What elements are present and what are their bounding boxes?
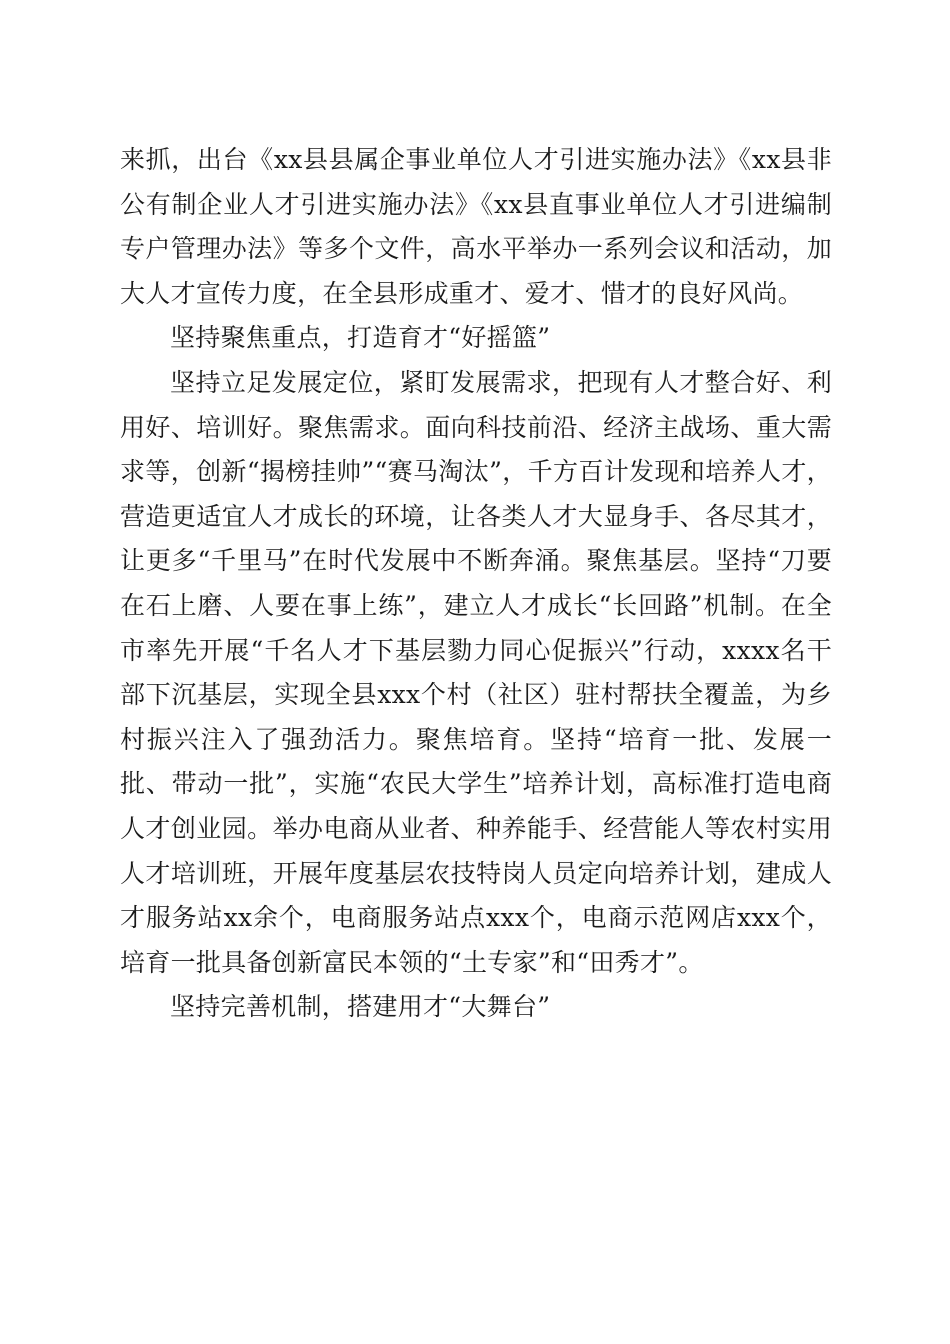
- body-paragraph: 坚持立足发展定位，紧盯发展需求，把现有人才整合好、利用好、培训好。聚焦需求。面向科技前沿、经济主战场、重大需求等，创新“揭榜挂帅”“赛马淘汰”，千方百计发现和培养人才，营造更适宜人才成长的环境，让各类人才大显身手、各尽其才，让更多“千里马”在时代发展中不断奔涌。聚焦基层。坚持“刀要在石上磨、人要在事上练”，建立人才成长“长回路”机制。在全市率先开展“千名人才下基层勠力同心促振兴”行动，xxxx名干部下沉基层，实现全县xxx个村（社区）驻村帮扶全覆盖，为乡村振兴注入了强劲活力。聚焦培育。坚持“培育一批、发展一批、带动一批”，实施“农民大学生”培养计划，高标准打造电商人才创业园。举办电商从业者、种养能手、经营能人等农村实用人才培训班，开展年度基层农技特岗人员定向培养计划，建成人才服务站xx余个，电商服务站点xxx个，电商示范网店xxx个，培育一批具备创新富民本领的“土专家”和“田秀才”。: [120, 367, 832, 977]
- section-heading: 坚持完善机制，搭建用才“大舞台”: [170, 992, 551, 1022]
- body-paragraph: 来抓，出台《xx县县属企事业单位人才引进实施办法》《xx县非公有制企业人才引进实施办法》《xx县直事业单位人才引进编制专户管理办法》等多个文件，高水平举办一系列会议和活动，加大人才宣传力度，在全县形成重才、爱才、惜才的良好风尚。: [120, 145, 832, 308]
- section-heading: 坚持聚焦重点，打造育才“好摇篮”: [170, 323, 551, 353]
- document-body: [120, 138, 832, 1030]
